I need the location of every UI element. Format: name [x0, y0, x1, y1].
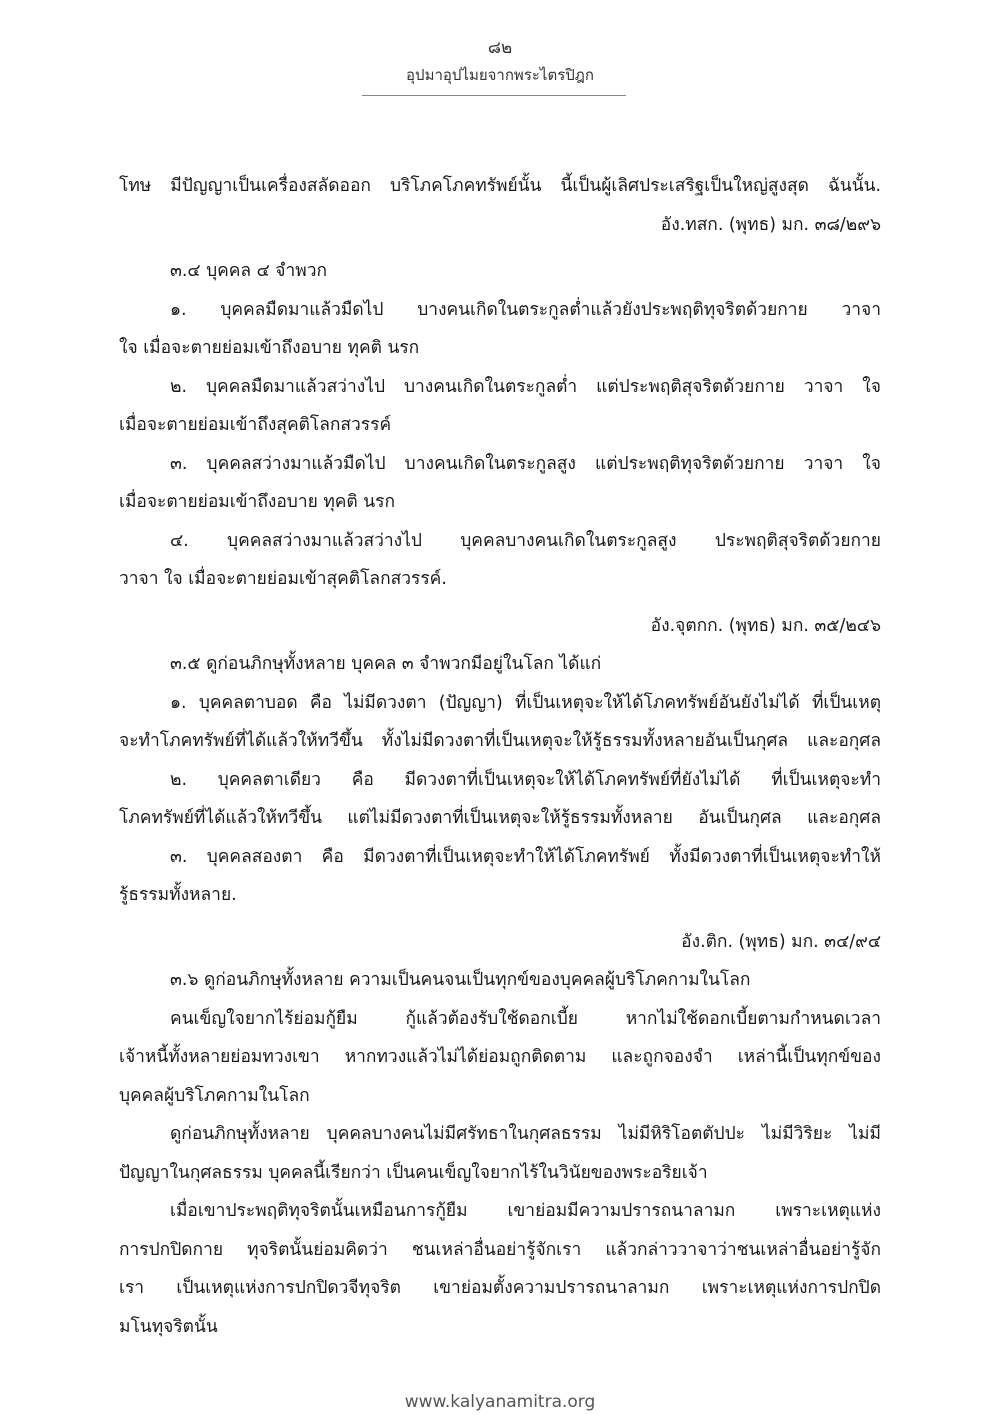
paragraph-line: เจ้าหนี้ทั้งหลายย่อมทวงเขา หากทวงแล้วไม่ได้ย่อมถูกติดตาม และถูกจองจำ เหล่านี้เป็นทุกข์ของ — [119, 1047, 881, 1067]
paragraph-line: ใจ เมื่อจะตายย่อมเข้าถึงอบาย ทุคติ นรก — [119, 338, 420, 358]
body-text — [119, 167, 881, 1346]
paragraph-line: ๒. บุคคลมืดมาแล้วสว่างไป บางคนเกิดในตระกูลต่ำ แต่ประพฤติสุจริตด้วยกาย วาจา ใจ — [170, 376, 881, 397]
paragraph-line: ปัญญาในกุศลธรรม บุคคลนี้เรียกว่า เป็นคนเข็ญใจยากไร้ในวินัยของพระอริยเจ้า — [119, 1162, 708, 1183]
paragraph-line: ๑. บุคคลมืดมาแล้วมืดไป บางคนเกิดในตระกูลต่ำแล้วยังประพฤติทุจริตด้วยกาย วาจา — [170, 299, 881, 320]
paragraph-line: ๑. บุคคลตาบอด คือ ไม่มีดวงตา (ปัญญา) ที่เป็นเหตุจะให้ได้โภคทรัพย์อันยังไม่ได้ ที่เป็นเหตุ — [170, 692, 881, 713]
paragraph-line: ดูก่อนภิกษุทั้งหลาย บุคคลบางคนไม่มีศรัทธาในกุศลธรรม ไม่มีหิริโอตตัปปะ ไม่มีวิริยะ ไม่มี — [170, 1124, 881, 1144]
paragraph-line: ๓. บุคคลสองตา คือ มีดวงตาที่เป็นเหตุจะทำให้ได้โภคทรัพย์ ทั้งมีดวงตาที่เป็นเหตุจะทำให้ — [170, 846, 881, 867]
section-heading: ๓.๖ ดูก่อนภิกษุทั้งหลาย ความเป็นคนจนเป็นทุกข์ของบุคคลผู้บริโภคกามในโลก — [170, 970, 751, 990]
citation: อัง.ติก. (พุทธ) มก. ๓๔/๙๔ — [681, 931, 881, 952]
paragraph-line: โภคทรัพย์ที่ได้แล้วให้ทวีขึ้น แต่ไม่มีดวงตาที่เป็นเหตุจะให้รู้ธรรมทั้งหลาย อันเป็นกุศล และอกุศล — [119, 808, 881, 828]
citation: อัง.ทสก. (พุทธ) มก. ๓๘/๒๙๖ — [660, 214, 881, 235]
paragraph-line: การปกปิดกาย ทุจริตนั้นย่อมคิดว่า ชนเหล่าอื่นอย่ารู้จักเรา แล้วกล่าววาจาว่าชนเหล่าอื่นอย่ารู้จัก — [119, 1239, 881, 1260]
paragraph-line: เรา เป็นเหตุแห่งการปกปิดวจีทุจริต เขาย่อมตั้งความปรารถนาลามก เพราะเหตุแห่งการปกปิด — [119, 1278, 881, 1298]
paragraph-line: รู้ธรรมทั้งหลาย. — [119, 885, 237, 905]
book-title: อุปมาอุปไมยจากพระไตรปิฎก — [406, 66, 594, 84]
paragraph-line: โทษ มีปัญญาเป็นเครื่องสลัดออก บริโภคโภคทรัพย์นั้น นี้เป็นผู้เลิศประเสริฐเป็นใหญ่สูงสุด ฉันนั้น. — [119, 176, 881, 196]
section-heading: ๓.๕ ดูก่อนภิกษุทั้งหลาย บุคคล ๓ จำพวกมีอยู่ในโลก ได้แก่ — [170, 654, 602, 674]
paragraph-line: ๓. บุคคลสว่างมาแล้วมืดไป บางคนเกิดในตระกูลสูง แต่ประพฤติทุจริตด้วยกาย วาจา ใจ — [170, 453, 881, 474]
website-link[interactable]: www.kalyanamitra.org — [404, 1392, 596, 1412]
paragraph-line: วาจา ใจ เมื่อจะตายย่อมเข้าสุคติโลกสวรรค์. — [119, 569, 447, 589]
paragraph-line: มโนทุจริตนั้น — [119, 1316, 218, 1337]
section-heading: ๓.๔ บุคคล ๔ จำพวก — [170, 261, 327, 281]
paragraph-line: ๒. บุคคลตาเดียว คือ มีดวงตาที่เป็นเหตุจะให้ได้โภคทรัพย์ที่ยังไม่ได้ ที่เป็นเหตุจะทำ — [170, 769, 881, 790]
paragraph-line: ๔. บุคคลสว่างมาแล้วสว่างไป บุคคลบางคนเกิดในตระกูลสูง ประพฤติสุจริตด้วยกาย — [170, 530, 881, 551]
header-divider — [362, 95, 626, 96]
citation: อัง.จุตกก. (พุทธ) มก. ๓๕/๒๔๖ — [650, 615, 881, 636]
paragraph-line: จะทำโภคทรัพย์ที่ได้แล้วให้ทวีขึ้น ทั้งไม่มีดวงตาที่เป็นเหตุจะให้รู้ธรรมทั้งหลายอันเป็นกุศล และอกุศล — [119, 731, 881, 751]
paragraph-line: บุคคลผู้บริโภคกามในโลก — [119, 1085, 310, 1106]
paragraph-line: เมื่อเขาประพฤติทุจริตนั้นเหมือนการกู้ยืม เขาย่อมมีความปรารถนาลามก เพราะเหตุแห่ง — [170, 1201, 881, 1221]
page-number: ๘๒ — [487, 38, 513, 58]
paragraph-line: เมื่อจะตายย่อมเข้าถึงสุคติโลกสวรรค์ — [119, 415, 392, 435]
paragraph-line: คนเข็ญใจยากไร้ย่อมกู้ยืม กู้แล้วต้องรับใช้ดอกเบี้ย หากไม่ใช้ดอกเบี้ยตามกำหนดเวลา — [170, 1008, 881, 1029]
paragraph-line: เมื่อจะตายย่อมเข้าถึงอบาย ทุคติ นรก — [119, 492, 395, 512]
